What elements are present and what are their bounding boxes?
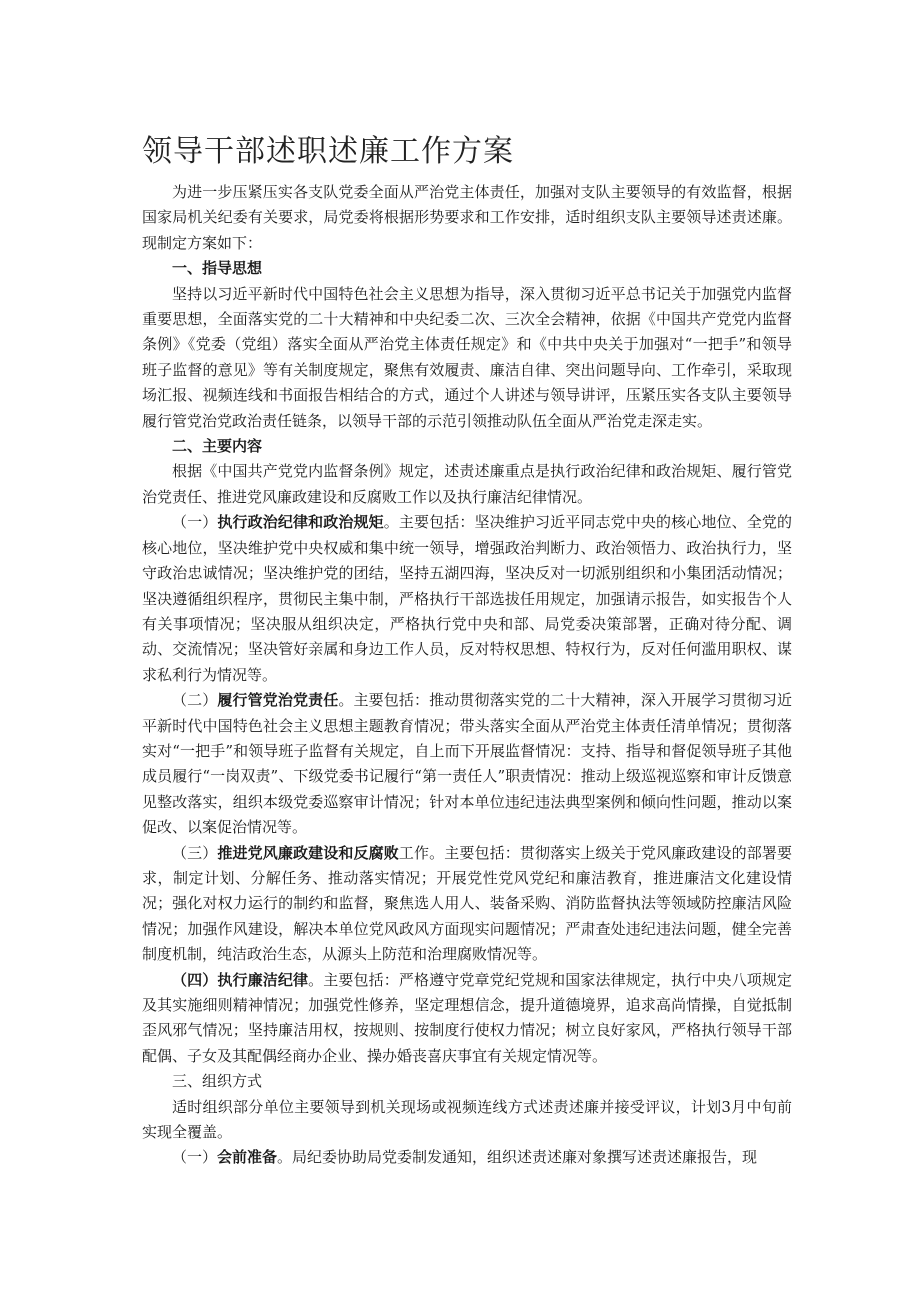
item-label: 履行管党治党责任: [217, 691, 339, 710]
section-heading-3: 三、组织方式: [172, 1072, 263, 1091]
item-label: 执行廉洁纪律: [217, 970, 309, 989]
content-item-4: [142, 968, 792, 1070]
document-body: [142, 180, 792, 1171]
item-text: 。局纪委协助局党委制发通知，组织述责述廉对象撰写述责述廉报告，现: [277, 1148, 758, 1167]
section-paragraph-2: 根据《中国共产党党内监督条例》规定，述责述廉重点是执行政治纪律和政治规矩、履行管党治党责任、推进党风廉政建设和反腐败工作以及执行廉洁纪律情况。: [142, 462, 792, 506]
item-text: 。主要包括：推动贯彻落实党的二十大精神，深入开展学习贯彻习近平新时代中国特色社会主义思想主题教育情况；带头落实全面从严治党主体责任清单情况；贯彻落实对“一把手”和领导班子监督有关规定，自上而下开展监督情况：支持、指导和督促领导班子其他成员履行“一岗双责”、下级党委书记履行“第一责任人”职责情况：推动上级巡视巡察和审计反馈意见整改落实，组织本级党委巡察审计情况；针对本单位违纪违法典型案例和倾向性问题，推动以案促改、以案促治情况等。: [142, 691, 792, 837]
item-text: 。主要包括：严格遵守党章党纪党规和国家法律规定，执行中央八项规定及其实施细则精神情况；加强党性修养，坚定理想信念，提升道德境界，追求高尚情操，自觉抵制歪风邪气情况；坚持廉洁用权，按规则、按制度行使权力情况；树立良好家风，严格执行领导干部配偶、子女及其配偶经商办企业、操办婚丧喜庆事宜有关规定情况等。: [142, 970, 792, 1065]
intro-paragraph: 为进一步压紧压实各支队党委全面从严治党主体责任，加强对支队主要领导的有效监督，根据国家局机关纪委有关要求，局党委将根据形势要求和工作安排，适时组织支队主要领导述责述廉。现制定方案如下：: [142, 183, 792, 252]
item-label: 推进党风廉政建设和反腐败: [217, 843, 399, 862]
item-text: 。主要包括：坚决维护习近平同志党中央的核心地位、全党的核心地位，坚决维护党中央权威和集中统一领导，增强政治判断力、政治领悟力、政治执行力，坚守政治忠诚情况；坚决维护党的团结，坚持五湖四海，坚决反对一切派别组织和小集团活动情况；坚决遵循组织程序，贯彻民主集中制，严格执行干部选拔任用规定，加强请示报告，如实报告个人有关事项情况；坚决服从组织决定，严格执行党中央和部、局党委决策部署，正确对待分配、调动、交流情况；坚决管好亲属和身边工作人员，反对特权思想、特权行为，反对任何滥用职权、谋求私利行为情况等。: [142, 513, 792, 684]
section-paragraph-3: 适时组织部分单位主要领导到机关现场或视频连线方式述责述廉并接受评议，计划3月中旬前实现全覆盖。: [142, 1097, 792, 1142]
content-item-1: [142, 510, 792, 688]
item-number: （二）: [172, 691, 218, 710]
content-item-3: [142, 841, 792, 968]
item-number: （一）: [172, 513, 218, 532]
org-item-1: [142, 1145, 792, 1170]
item-text: 工作。主要包括：贯彻落实上级关于党风廉政建设的部署要求，制定计划、分解任务、推动落实情况；开展党性党风党纪和廉洁教育，推进廉洁文化建设情况；强化对权力运行的制约和监督，聚焦选人用人、装备采购、消防监督执法等领域防控廉洁风险情况；加强作风建设，解决本单位党风政风方面现实问题情况；严肃查处违纪违法问题，健全完善制度机制，纯洁政治生态，从源头上防范和治理腐败情况等。: [142, 843, 792, 964]
content-item-2: [142, 688, 792, 840]
item-label: 会前准备: [217, 1148, 278, 1167]
section-paragraph-1: 坚持以习近平新时代中国特色社会主义思想为指导，深入贯彻习近平总书记关于加强党内监督重要思想，全面落实党的二十大精神和中央纪委二次、三次全会精神，依据《中国共产党党内监督条例》《党委（党组）落实全面从严治党主体责任规定》和《中共中央关于加强对“一把手”和领导班子监督的意见》等有关制度规定，聚焦有效履责、廉洁自律、突出问题导向、工作牵引，采取现场汇报、视频连线和书面报告相结合的方式，通过个人讲述与领导讲评，压紧压实各支队主要领导履行管党治党政治责任链条，以领导干部的示范引领推动队伍全面从严治党走深走实。: [142, 284, 792, 430]
item-number: （一）: [172, 1148, 218, 1167]
item-label: 执行政治纪律和政治规矩: [217, 513, 384, 532]
item-number: （三）: [172, 843, 218, 862]
section-heading-2: 二、主要内容: [172, 437, 263, 456]
page-title: 领导干部述职述廉工作方案: [142, 134, 514, 169]
item-number: （四）: [172, 970, 218, 989]
section-heading-1: 一、指导思想: [172, 259, 263, 278]
